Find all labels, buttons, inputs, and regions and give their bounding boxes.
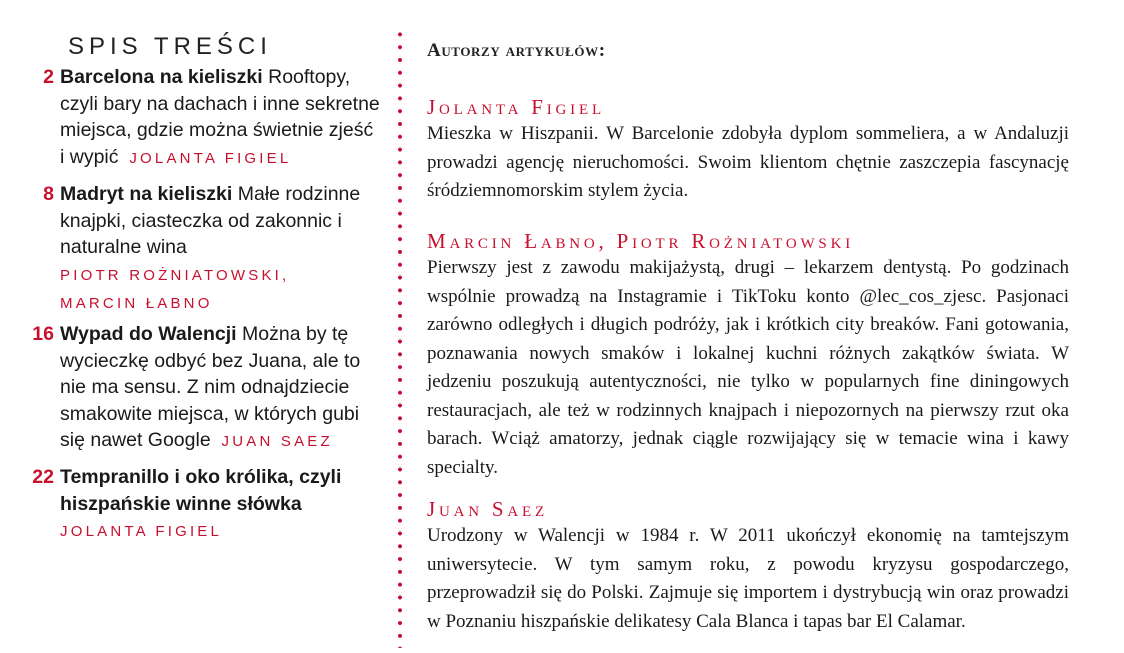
entry-author: JOLANTA FIGIEL <box>60 523 223 540</box>
entry-author: PIOTR ROŻNIATOWSKI, <box>60 266 290 284</box>
author-bio <box>427 496 1069 636</box>
entry-title: Barcelona na kieliszki <box>60 66 263 88</box>
entry-title: Tempranillo i oko królika, czyli hiszpańskie winne słówka <box>60 466 342 515</box>
toc-entry[interactable] <box>43 181 380 318</box>
author-bio-text: Pierwszy jest z zawodu makijażystą, drugi – lekarzem dentystą. Po godzinach wspólnie prowadzą na Instagramie i TikToku konto @lec_cos_zjesc. Pasjonaci zarówno odległych i długich podróży, jak i krótkich city breaków. Fani gotowania, poznawania nowych smaków i lokalnej kuchni różnych zakątków świata. W jedzeniu poszukują autentyczności, nie tylko w popularnych fine diningowych restauracjach, ale też w rodzinnych knajpach i niepozornych na pierwszy rzut oka barach. Wciąż amatorzy, jednak ciągle rozwijający się w temacie wina i kawy specialty. <box>427 257 1069 478</box>
toc-entry[interactable] <box>43 64 380 172</box>
page-number: 16 <box>32 323 54 345</box>
entry-author: JOLANTA FIGIEL <box>129 149 292 167</box>
toc-title: SPIS TREŚCI <box>68 33 272 60</box>
author-bio <box>427 94 1069 206</box>
entry-description: Rooftopy, czyli bary na dachach i inne sekretne miejsca, gdzie można świetnie zjeść i wypić <box>60 66 380 168</box>
author-name: Juan Saez <box>427 497 548 521</box>
entry-author: MARCIN ŁABNO <box>60 295 213 312</box>
author-name: Marcin Łabno, Piotr Rożniatowski <box>427 229 854 253</box>
dotted-divider <box>398 28 402 648</box>
author-bio <box>427 228 1069 482</box>
author-bio-text: Mieszka w Hiszpanii. W Barcelonie zdobyła dyplom sommeliera, a w Andaluzji prowadzi agencję nieruchomości. Swoim klientom chętnie zaszczepia fascynację śródziemnomorskim stylem życia. <box>427 123 1069 201</box>
page-number: 8 <box>43 183 54 205</box>
page-number: 22 <box>32 466 54 488</box>
page-number: 2 <box>43 66 54 88</box>
entry-author: JUAN SAEZ <box>221 433 333 450</box>
author-bio-text: Urodzony w Walencji w 1984 r. W 2011 ukończył ekonomię na tamtejszym uniwersytecie. W tym samym roku, z powodu kryzysu gospodarczego, przeprowadził się do Polski. Zajmuje się importem i dystrybucją win oraz prowadzi w Poznaniu hiszpańskie delikatesy Cala Blanca i tapas bar El Calamar. <box>427 525 1069 632</box>
entry-title: Wypad do Walencji <box>60 323 237 345</box>
entry-description: Małe rodzinne knajpki, ciasteczka od zakonnic i naturalne wina <box>60 183 361 258</box>
authors-heading: Autorzy artykułów: <box>427 40 606 61</box>
toc-entry[interactable] <box>32 464 380 546</box>
entry-title: Madryt na kieliszki <box>60 183 233 205</box>
entry-description: Można by tę wycieczkę odbyć bez Juana, ale to nie ma sensu. Z nim odnajdziecie smakowite miejsca, w których gubi się nawet Google <box>60 323 361 451</box>
author-name: Jolanta Figiel <box>427 95 605 119</box>
toc-entry[interactable] <box>32 321 380 456</box>
